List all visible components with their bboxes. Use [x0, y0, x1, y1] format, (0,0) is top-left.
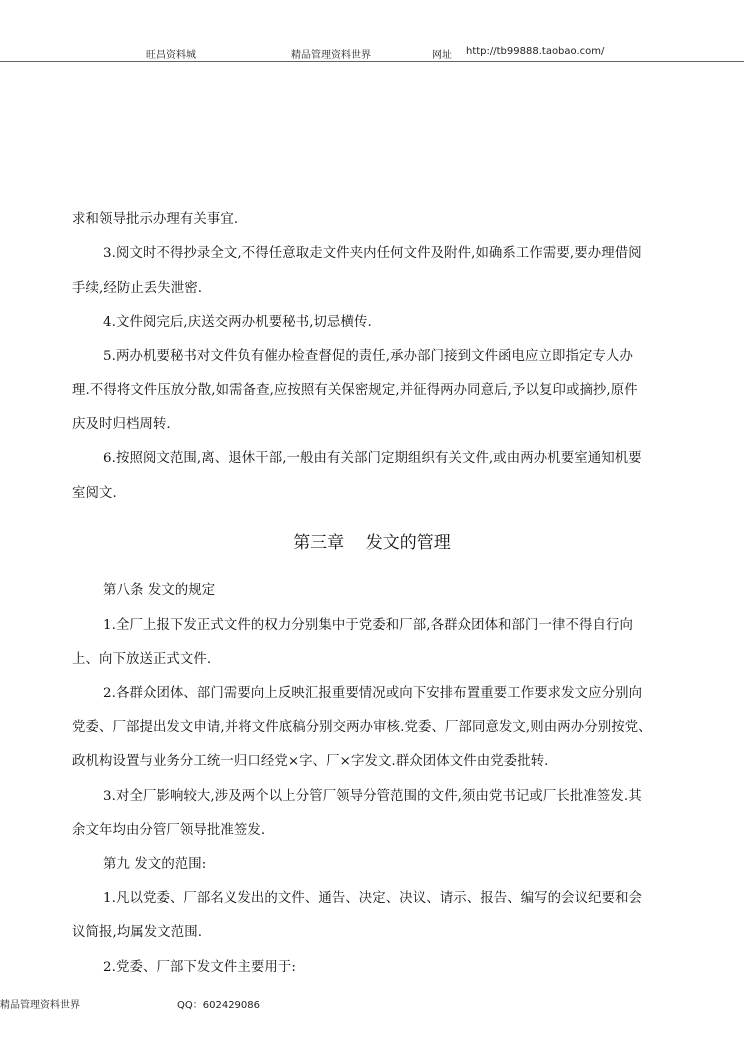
body-line: 2.各群众团体、部门需要向上反映汇报重要情况或向下安排布置重要工作要求发文应分别向	[103, 686, 643, 701]
body-line: 4.文件阅完后,庆送交两办机要秘书,切忌横传.	[103, 315, 372, 330]
body-line: 2.党委、厂部下发文件主要用于:	[103, 960, 296, 975]
chapter-title: 第三章 发文的管理	[293, 533, 451, 553]
body-line: 求和领导批示办理有关事宜.	[72, 212, 239, 227]
header-rule	[0, 61, 744, 62]
body-line: 党委、厂部提出发文申请,并将文件底稿分别交两办审核.党委、厂部同意发文,则由两办分别按党、	[72, 720, 652, 735]
header-url-label: 网址	[432, 50, 452, 61]
body-line: 庆及时归档周转.	[72, 417, 171, 432]
body-line: 政机构设置与业务分工统一归口经党×字、厂×字发文.群众团体文件由党委批转.	[72, 754, 549, 769]
header-url[interactable]: http://tb99888.taobao.com/	[466, 46, 605, 57]
body-line: 3.对全厂影响较大,涉及两个以上分管厂领导分管范围的文件,须由党书记或厂长批准签发.其	[103, 789, 642, 804]
header-shop-name: 旺昌资料城	[146, 50, 196, 61]
body-line: 室阅文.	[72, 486, 117, 501]
body-line: 5.两办机要秘书对文件负有催办检查督促的责任,承办部门接到文件函电应立即指定专人办	[103, 349, 633, 364]
body-line: 1.凡以党委、厂部名义发出的文件、通告、决定、决议、请示、报告、编写的会议纪要和会	[103, 891, 643, 906]
page-header	[0, 44, 744, 62]
body-line: 余文年均由分管厂领导批准签发.	[72, 823, 266, 838]
body-line: 3.阅文时不得抄录全文,不得任意取走文件夹内任何文件及附件,如确系工作需要,要办理借阅	[103, 246, 642, 261]
article-heading: 第八条 发文的规定	[103, 583, 216, 598]
header-site-name: 精品管理资料世界	[291, 50, 371, 61]
footer-site-name: 精品管理资料世界	[0, 1000, 80, 1011]
body-line: 1.全厂上报下发正式文件的权力分别集中于党委和厂部,各群众团体和部门一律不得自行向	[103, 618, 633, 633]
body-line: 理.不得将文件压放分散,如需备查,应按照有关保密规定,并征得两办同意后,予以复印或摘抄,原件	[72, 383, 638, 398]
body-line: 议简报,均属发文范围.	[72, 925, 203, 940]
body-line: 6.按照阅文范围,离、退休干部,一般由有关部门定期组织有关文件,或由两办机要室通知机要	[103, 451, 642, 466]
footer-qq: QQ：602429086	[177, 1000, 261, 1011]
body-line: 手续,经防止丢失泄密.	[72, 281, 203, 296]
body-line: 上、向下放送正式文件.	[72, 652, 212, 667]
article-heading: 第九 发文的范围:	[103, 857, 207, 872]
